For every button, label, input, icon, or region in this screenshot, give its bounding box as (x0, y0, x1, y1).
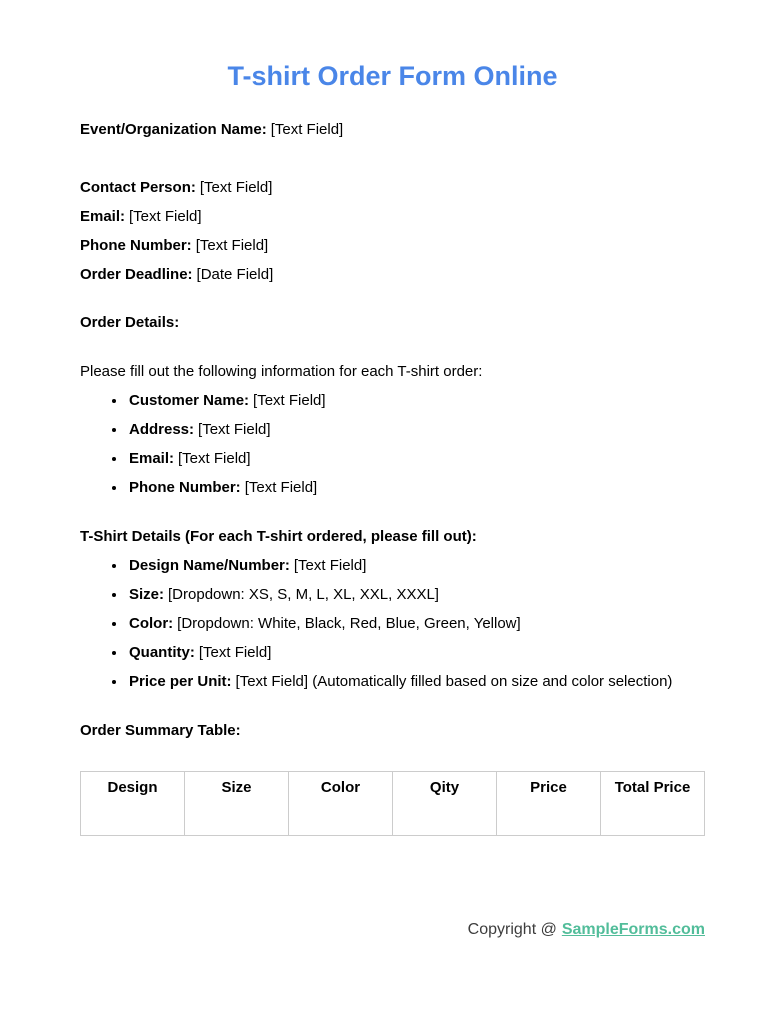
item-value: [Dropdown: XS, S, M, L, XL, XXL, XXXL] (168, 586, 439, 603)
section-order-summary: Order Summary Table: (80, 722, 241, 739)
list-item-phone-number (127, 473, 705, 502)
item-label: Address: (129, 421, 195, 438)
field-value: [Text Field] (270, 121, 344, 138)
table-header-total-price: Total Price (601, 772, 705, 836)
field-value: [Text Field] (195, 237, 269, 254)
item-value: [Text Field] (198, 644, 272, 661)
field-order-deadline (80, 260, 705, 289)
item-value: [Text Field] (178, 450, 251, 467)
item-label: Quantity: (129, 644, 195, 661)
order-summary-table (80, 771, 705, 836)
table-header-price: Price (497, 772, 601, 836)
field-event-organization-name (80, 115, 705, 144)
item-value: [Dropdown: White, Black, Red, Blue, Green, Yellow] (177, 615, 521, 632)
field-value: [Text Field] (129, 208, 202, 225)
item-label: Email: (129, 450, 175, 467)
section-tshirt-details: T-Shirt Details (For each T-shirt ordered, please fill out): (80, 528, 477, 545)
field-label: Contact Person: (80, 179, 196, 196)
page-title: T-shirt Order Form Online (227, 61, 558, 91)
section-order-details: Order Details: (80, 314, 180, 331)
footer (80, 921, 705, 939)
table-header-design: Design (81, 772, 185, 836)
field-value: [Date Field] (196, 266, 274, 283)
table-header-qity: Qity (393, 772, 497, 836)
field-label: Event/Organization Name: (80, 121, 267, 138)
field-contact-person (80, 173, 705, 202)
order-details-list (80, 386, 705, 502)
list-item-price-per-unit (127, 667, 705, 696)
sampleforms-link[interactable]: SampleForms.com (561, 921, 705, 938)
item-value: [Text Field] (Automatically filled based on size and color selection) (235, 673, 673, 690)
list-item-design-name (127, 551, 705, 580)
field-value: [Text Field] (199, 179, 273, 196)
list-item-quantity (127, 638, 705, 667)
list-item-address (127, 415, 705, 444)
field-label: Phone Number: (80, 237, 192, 254)
item-label: Size: (129, 586, 165, 603)
item-label: Price per Unit: (129, 673, 232, 690)
list-item-size (127, 580, 705, 609)
table-header-size: Size (185, 772, 289, 836)
item-value: [Text Field] (198, 421, 271, 438)
field-label: Order Deadline: (80, 266, 193, 283)
item-label: Color: (129, 615, 174, 632)
item-value: [Text Field] (253, 392, 326, 409)
list-item-color (127, 609, 705, 638)
contact-fields-group (80, 173, 705, 289)
item-value: [Text Field] (244, 479, 318, 496)
field-label: Email: (80, 208, 126, 225)
field-email (80, 202, 705, 231)
item-label: Phone Number: (129, 479, 241, 496)
list-item-customer-name (127, 386, 705, 415)
field-phone-number (80, 231, 705, 260)
item-label: Customer Name: (129, 392, 250, 409)
item-label: Design Name/Number: (129, 557, 290, 574)
order-details-description: Please fill out the following information for each T-shirt order: (80, 363, 483, 380)
list-item-email (127, 444, 705, 473)
table-header-color: Color (289, 772, 393, 836)
table-header-row (81, 772, 705, 836)
item-value: [Text Field] (293, 557, 367, 574)
copyright-text: Copyright @ (467, 921, 557, 938)
tshirt-details-list (80, 551, 705, 696)
